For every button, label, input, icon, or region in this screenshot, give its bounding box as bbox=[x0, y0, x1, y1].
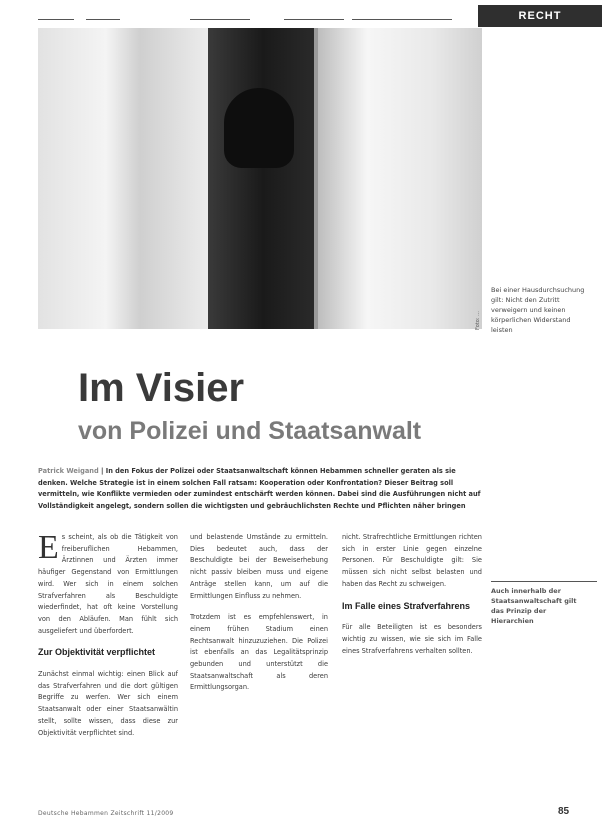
article-title: Im Visier bbox=[78, 366, 245, 410]
door-left bbox=[38, 28, 208, 329]
journal-footer: Deutsche Hebammen Zeitschrift 11/2009 bbox=[38, 810, 174, 817]
header-rule-5 bbox=[352, 19, 452, 20]
section-label: RECHT bbox=[478, 5, 602, 27]
author-name: Patrick Weigand bbox=[38, 467, 99, 475]
paragraph-text: s scheint, als ob die Tätigkeit von freiberuflichen Hebammen, Ärztinnen und Ärzten immer häufiger Gegenstand von Ermittlungen wird. Wer sich in einem solchen Strafverfahren als Beschuldigte wiederfindet, hat oft keine Vorstellung von den Abläufen. Man fühlt sich ausgeliefert und überfordert. bbox=[38, 533, 178, 635]
lead-separator: | bbox=[101, 467, 106, 475]
header-rule-2 bbox=[86, 19, 120, 20]
pull-quote: Auch innerhalb der Staatsanwaltschaft gilt das Prinzip der Hierarchien bbox=[491, 587, 577, 625]
column-2 bbox=[190, 532, 328, 704]
sidebar-rule bbox=[491, 581, 597, 582]
person-silhouette bbox=[224, 88, 294, 168]
paragraph: Zunächst einmal wichtig: einen Blick auf das Strafverfahren und die dort gültigen Begriffe zu werfen. Wer sich einem Staatsanwalt oder einer Staatsanwältin stellt, sollte wissen, dass diese zur Objektivität verpflichtet sind. bbox=[38, 670, 178, 737]
paragraph: Trotzdem ist es empfehlenswert, in einem frühen Stadium einen Rechtsanwalt hinzuzuziehen. Die Polizei ist ebenfalls an das Legalitätsprinzip gebunden und unterstützt die Staatsanwaltschaft als deren Ermittlungsorgan. bbox=[190, 613, 328, 692]
column-1 bbox=[38, 529, 178, 749]
photo-credit: Foto: … bbox=[475, 310, 481, 330]
column-3 bbox=[342, 532, 482, 667]
article-lead bbox=[38, 466, 482, 512]
header-rule-3 bbox=[190, 19, 250, 20]
lead-text: In den Fokus der Polizei oder Staatsanwaltschaft können Hebammen schneller geraten als sie denken. Welche Strategie ist in einem solchen Fall ratsam: Kooperation oder Konfrontation? Dieser Beitrag soll vermitteln, wie Konflikte vermieden oder zumindest entschärft werden können. Dabei sind die Ausführungen nicht auf Vollständigkeit angelegt, sondern sollen die wichtigsten und gebräuchlichsten Rechte und Pflichten näher bringen bbox=[38, 467, 481, 510]
header-rule-4 bbox=[284, 19, 344, 20]
page-number: 85 bbox=[558, 806, 570, 817]
subheading: Zur Objektivität verpflichtet bbox=[38, 647, 156, 658]
article-photo bbox=[38, 28, 482, 329]
drop-cap: E bbox=[38, 529, 59, 566]
door-gap bbox=[208, 28, 318, 329]
header-rule-1 bbox=[38, 19, 74, 20]
photo-caption: Bei einer Hausdurchsuchung gilt: Nicht den Zutritt verweigern und keinen körperlichen Widerstand leisten bbox=[491, 286, 585, 334]
paragraph: und belastende Umstände zu ermitteln. Dies bedeutet auch, dass der Beschuldigte bei der Beweiserhebung nicht passiv bleiben muss und eigene Anträge stellen kann, um auf die Ermittlungen Einfluss zu nehmen. bbox=[190, 533, 328, 600]
paragraph: Für alle Beteiligten ist es besonders wichtig zu wissen, wie sie sich im Falle eines Strafverfahrens verhalten sollten. bbox=[342, 623, 482, 655]
subheading: Im Falle eines Strafverfahrens bbox=[342, 600, 471, 611]
article-subtitle: von Polizei und Staatsanwalt bbox=[78, 417, 422, 445]
paragraph bbox=[38, 529, 178, 637]
paragraph: nicht. Strafrechtliche Ermittlungen richten sich in erster Linie gegen einzelne Personen. Für Beschuldigte gilt: Sie müssen sich nicht selbst belasten und haben das Recht zu schweigen. bbox=[342, 533, 482, 588]
door-right bbox=[318, 28, 482, 329]
